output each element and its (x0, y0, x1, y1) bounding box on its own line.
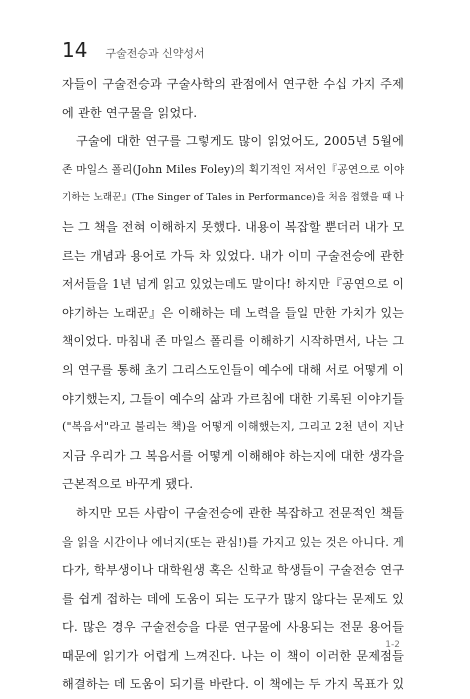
page-number: 14 (62, 38, 88, 62)
text-line: 야기했는지, 그들이 예수의 삶과 가르침에 대한 기록된 이야기들 (62, 391, 404, 406)
running-title: 구술전승과 신약성서 (105, 47, 205, 60)
text-line: 책이었다. 마침내 존 마일스 폴리를 이해하기 시작하면서, 나는 그 (62, 334, 404, 349)
text-line: 해결하는 데 도움이 되기를 바란다. 이 책에는 두 가지 목표가 있 (62, 677, 404, 692)
text-line: 존 마일스 폴리(John Miles Foley)의 획기적인 저서인『공연으로 이야 (62, 162, 404, 176)
text-line: 르는 개념과 용어로 가득 차 있었다. 내가 이미 구술전승에 관한 (62, 248, 404, 263)
text-line: 구술에 대한 연구를 그렇게도 많이 읽었어도, 2005년 5월에 (76, 134, 404, 149)
text-line: 근본적으로 바꾸게 됐다. (62, 477, 194, 492)
text-line: 때문에 읽기가 어렵게 느껴진다. 나는 이 책이 이러한 문제점들 (62, 648, 404, 663)
text-line: 야기하는 노래꾼』은 이해하는 데 노력을 들일 만한 가치가 있는 (62, 305, 404, 320)
text-line: 를 쉽게 접하는 데에 도움이 되는 도구가 많지 않다는 문제도 있 (62, 591, 404, 606)
text-line: 에 관한 연구물을 읽었다. (62, 105, 198, 120)
footer-mark: 1-2 (385, 640, 400, 650)
text-line: 다. 많은 경우 구술전승을 다룬 연구물에 사용되는 전문 용어들 (62, 620, 404, 635)
text-line: 자들이 구술전승과 구술사학의 관점에서 연구한 수십 가지 주제 (62, 77, 404, 91)
page-header (62, 38, 205, 62)
text-line: 다가, 학부생이나 대학원생 혹은 신학교 학생들이 구술전승 연구 (62, 563, 404, 578)
text-line: 는 그 책을 전혀 이해하지 못했다. 내용이 복잡할 뿐더러 내가 모 (62, 219, 404, 234)
text-line: 의 연구를 통해 초기 그리스도인들이 예수에 대해 서로 어떻게 이 (62, 362, 404, 377)
text-line: 저서들을 1년 넘게 읽고 있었는데도 말이다! 하지만『공연으로 이 (62, 277, 404, 292)
body-text (62, 70, 404, 699)
text-line: 기하는 노래꾼』(The Singer of Tales in Performance)을 처음 접했을 때 나 (62, 192, 404, 204)
text-line: 하지만 모든 사람이 구술전승에 관한 복잡하고 전문적인 책들 (76, 505, 404, 520)
text-line: 지금 우리가 그 복음서를 어떻게 이해해야 하는지에 대한 생각을 (62, 448, 404, 463)
text-line: ("복음서"라고 불리는 책)을 어떻게 이해했는지, 그리고 2천 년이 지난 (62, 420, 404, 434)
text-line: 을 읽을 시간이나 에너지(또는 관심!)를 가지고 있는 것은 아니다. 게 (62, 534, 404, 549)
